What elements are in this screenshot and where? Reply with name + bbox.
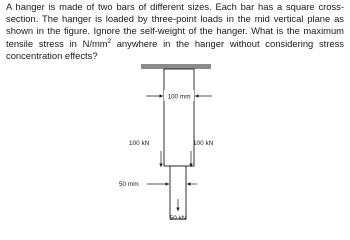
left-load-label: 100 kN bbox=[129, 140, 150, 147]
question-body: A hanger is made of two bars of different sizes. Each bar has a square cross-section. The hanger is loaded by three-point loads in the mid vertical plane as shown in the figure. Ignore the self-weight of the hanger. What is the maximum tensile stress in N/mm bbox=[6, 1, 344, 49]
bottom-load-label: 50 kN bbox=[169, 215, 187, 222]
units-superscript: 2 bbox=[107, 38, 111, 45]
question-tail: anywhere in the hanger without considering stress concentration effects? bbox=[6, 37, 344, 61]
lower-bar bbox=[170, 166, 186, 219]
left-load bbox=[129, 140, 161, 167]
upper-width-label: 100 mm bbox=[167, 93, 191, 101]
right-load-label: 100 kN bbox=[193, 140, 214, 147]
ceiling-support bbox=[141, 64, 211, 69]
upper-bar bbox=[164, 69, 194, 166]
upper-width-dimension bbox=[146, 90, 212, 101]
lower-width-label: 50 mm bbox=[119, 181, 139, 188]
